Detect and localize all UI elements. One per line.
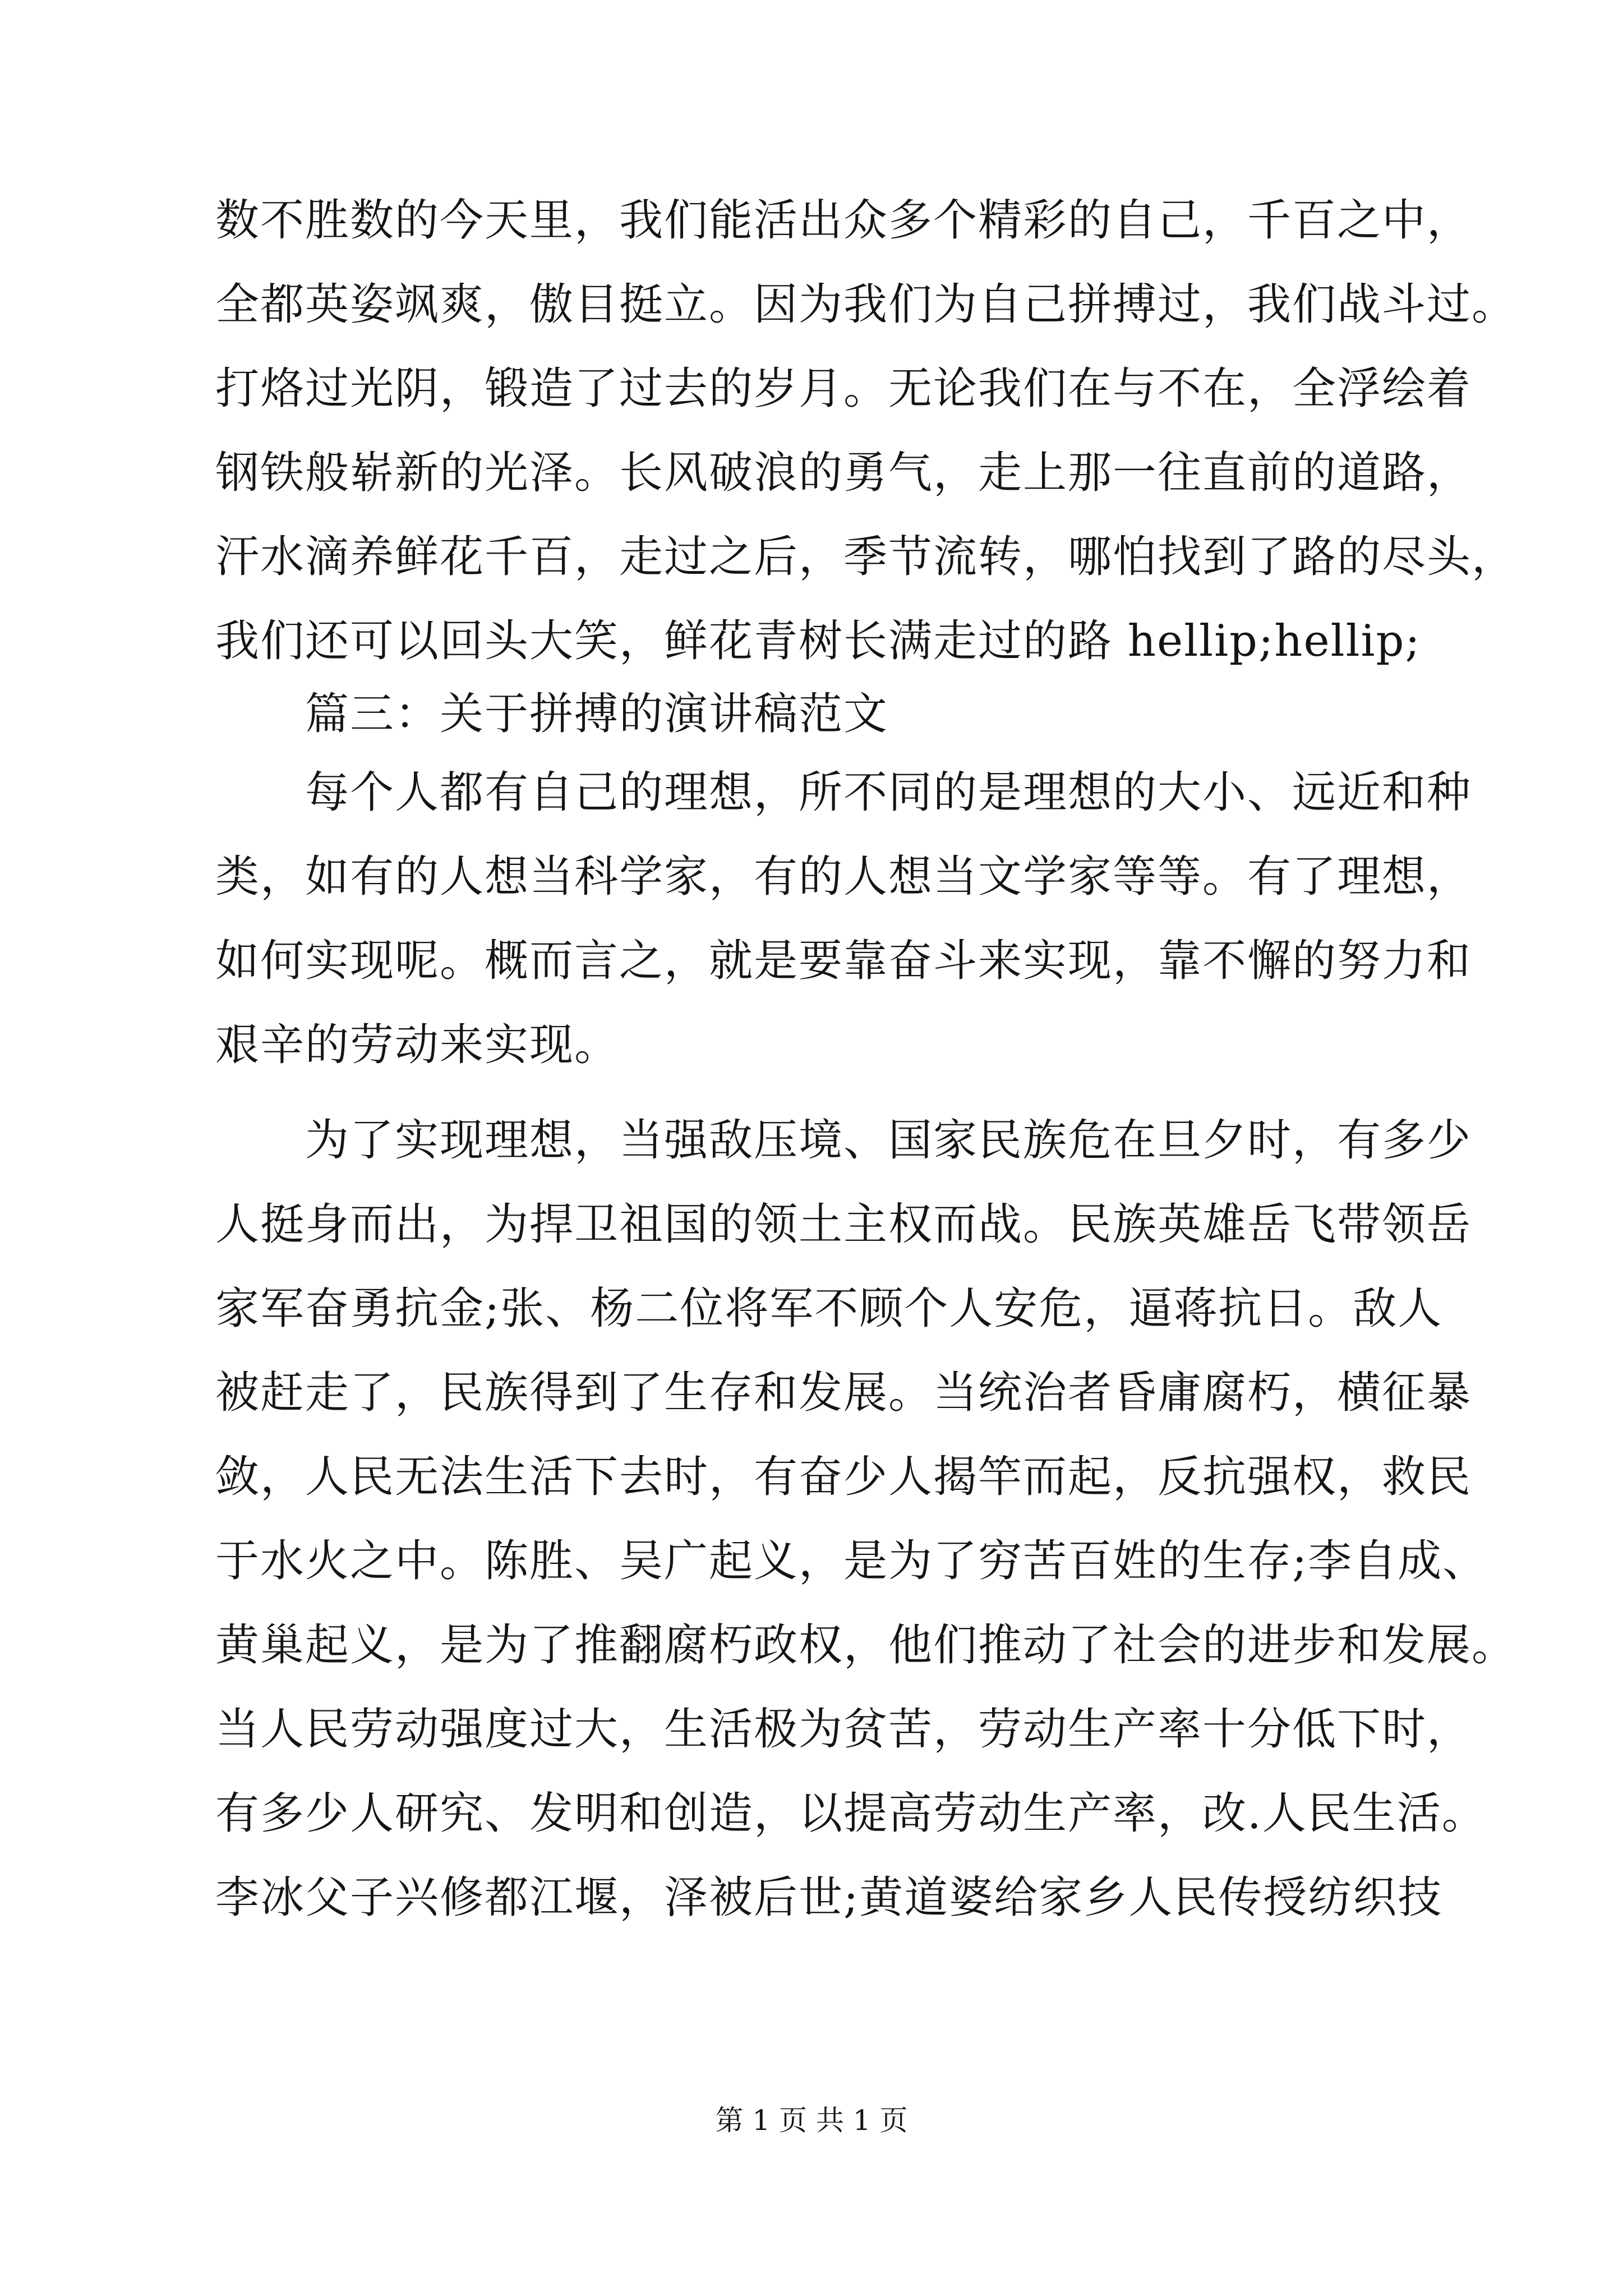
text-line: 钢铁般崭新的光泽。长风破浪的勇气，走上那一往直前的道路，: [215, 448, 1472, 498]
text-line: 汗水滴养鲜花千百，走过之后，季节流转，哪怕找到了路的尽头，: [215, 532, 1517, 582]
text-line: 全都英姿飒爽，傲目挺立。因为我们为自己拼搏过，我们战斗过。: [215, 279, 1517, 330]
text-line: 李冰父子兴修都江堰，泽被后世;黄道婆给家乡人民传授纺织技: [215, 1872, 1443, 1923]
text-line: 艰辛的劳动来实现。: [215, 1020, 620, 1070]
text-line: 类，如有的人想当科学家，有的人想当文学家等等。有了理想，: [215, 852, 1472, 902]
text-line: 为了实现理想，当强敌压境、国家民族危在旦夕时，有多少: [305, 1115, 1472, 1166]
text-line: 如何实现呢。概而言之，就是要靠奋斗来实现，靠不懈的努力和: [215, 936, 1472, 986]
text-line: 家军奋勇抗金;张、杨二位将军不顾个人安危，逼蒋抗日。敌人: [215, 1283, 1443, 1334]
text-line: 人挺身而出，为捍卫祖国的领土主权而战。民族英雄岳飞带领岳: [215, 1199, 1472, 1250]
text-line: 打烙过光阴，锻造了过去的岁月。无论我们在与不在，全浮绘着: [215, 364, 1472, 414]
text-line: 黄巢起义，是为了推翻腐朽政权，他们推动了社会的进步和发展。: [215, 1620, 1517, 1671]
text-line: 敛，人民无法生活下去时，有奋少人揭竿而起，反抗强权，救民: [215, 1452, 1472, 1502]
text-line: 当人民劳动强度过大，生活极为贫苦，劳动生产率十分低下时，: [215, 1704, 1472, 1755]
text-line: 每个人都有自己的理想，所不同的是理想的大小、远近和种: [305, 767, 1472, 818]
page-footer: 第 1 页 共 1 页: [715, 2104, 908, 2137]
text-line: 于水火之中。陈胜、吴广起义，是为了穷苦百姓的生存;李自成、: [215, 1536, 1488, 1586]
text-line: 我们还可以回头大笑，鲜花青树长满走过的路 hellip;hellip;: [215, 616, 1421, 666]
text-line: 数不胜数的今天里，我们能活出众多个精彩的自己，千百之中，: [215, 195, 1472, 246]
text-line: 被赶走了，民族得到了生存和发展。当统治者昏庸腐朽，横征暴: [215, 1368, 1472, 1418]
text-line: 有多少人研究、发明和创造，以提高劳动生产率，改.人民生活。: [215, 1788, 1487, 1839]
section-heading: 篇三：关于拼搏的演讲稿范文: [305, 689, 889, 739]
